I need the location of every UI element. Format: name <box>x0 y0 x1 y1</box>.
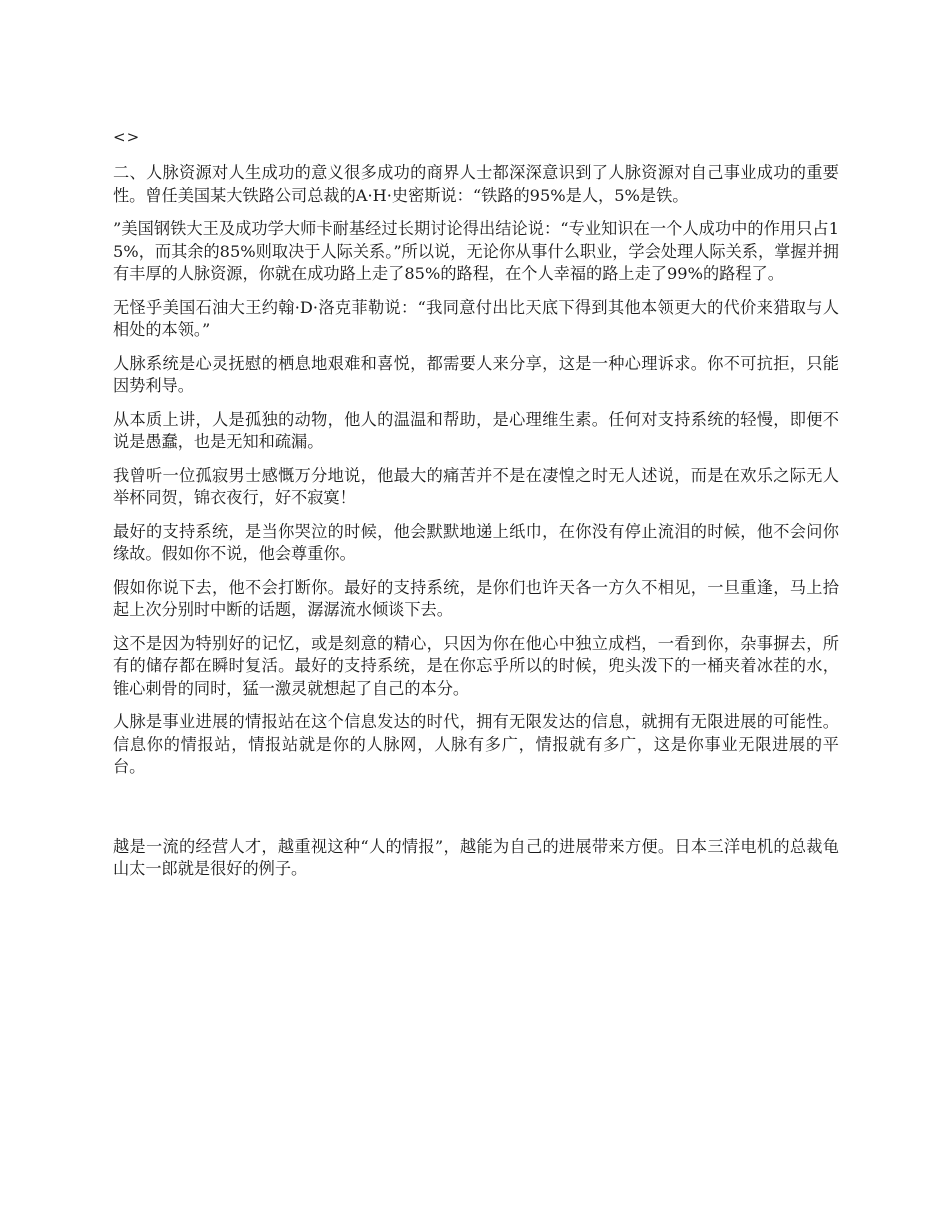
paragraph-2: ”美国钢铁大王及成功学大师卡耐基经过长期讨论得出结论说：“专业知识在一个人成功中的作用只占15%，而其余的85%则取决于人际关系。”所以说，无论你从事什么职业，学会处理人际关系，掌握并拥有丰厚的人脉资源，你就在成功路上走了85%的路程，在个人幸福的路上走了99%的路程了。 <box>113 219 839 283</box>
paragraph-spacer <box>113 790 839 836</box>
paragraph-3: 无怪乎美国石油大王约翰·D·洛克菲勒说：“我同意付出比天底下得到其他本领更大的代价来猎取与人相处的本领。” <box>113 297 839 339</box>
paragraph-9: 这不是因为特别好的记忆，或是刻意的精心，只因为你在他心中独立成档，一看到你，杂事摒去，所有的储存都在瞬时复活。最好的支持系统，是在你忘乎所以的时候，兜头泼下的一桶夹着冰茬的水，锥心刺骨的同时，猛一激灵就想起了自己的本分。 <box>113 633 839 698</box>
paragraph-4: 人脉系统是心灵抚慰的栖息地艰难和喜悦，都需要人来分享，这是一种心理诉求。你不可抗拒，只能因势利导。 <box>113 353 839 395</box>
paragraph-1: 二、人脉资源对人生成功的意义很多成功的商界人士都深深意识到了人脉资源对自己事业成功的重要性。曾任美国某大铁路公司总裁的A·H·史密斯说：“铁路的95%是人，5%是铁。 <box>113 163 839 205</box>
paragraph-8: 假如你说下去，他不会打断你。最好的支持系统，是你们也许天各一方久不相见，一旦重逢，马上拾起上次分别时中断的话题，潺潺流水倾谈下去。 <box>113 577 839 619</box>
paragraph-5: 从本质上讲，人是孤独的动物，他人的温温和帮助，是心理维生素。任何对支持系统的轻慢，即便不说是愚蠢，也是无知和疏漏。 <box>113 409 839 451</box>
paragraph-11: 越是一流的经营人才，越重视这种“人的情报”，越能为自己的进展带来方便。日本三洋电机的总裁龟山太一郎就是很好的例子。 <box>113 836 839 878</box>
paragraph-7: 最好的支持系统，是当你哭泣的时候，他会默默地递上纸巾，在你没有停止流泪的时候，他不会问你缘故。假如你不说，他会尊重你。 <box>113 521 839 563</box>
document-page <box>113 126 839 892</box>
paragraph-10: 人脉是事业进展的情报站在这个信息发达的时代，拥有无限发达的信息，就拥有无限进展的可能性。信息你的情报站，情报站就是你的人脉网，人脉有多广，情报就有多广，这是你事业无限进展的平台。 <box>113 712 839 776</box>
section-marker: <> <box>113 128 141 146</box>
paragraph-6: 我曾听一位孤寂男士感慨万分地说，他最大的痛苦并不是在凄惶之时无人述说，而是在欢乐之际无人举杯同贺，锦衣夜行，好不寂寞！ <box>113 465 839 507</box>
